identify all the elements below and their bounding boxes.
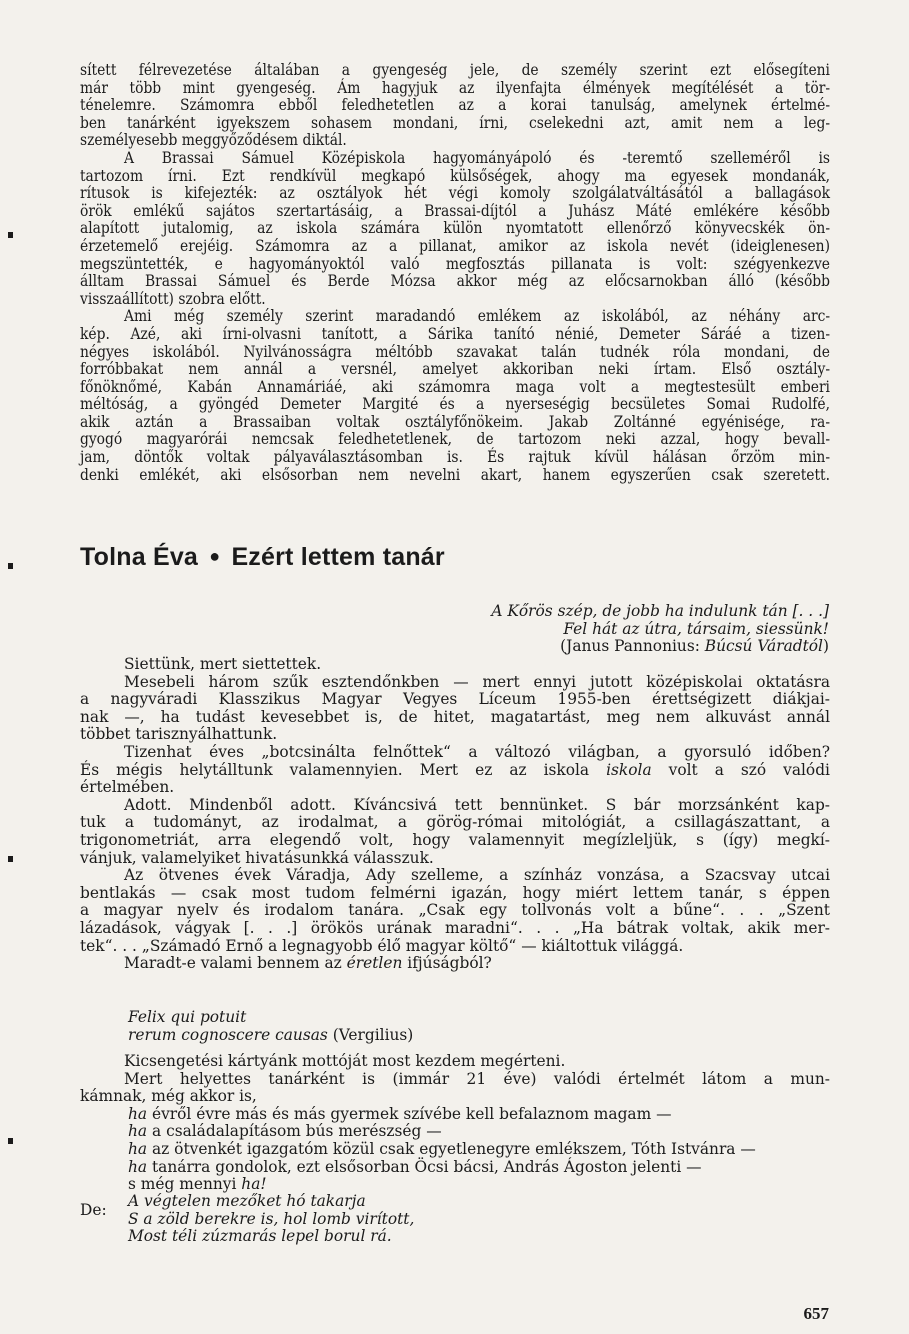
paragraph: [80, 62, 830, 150]
epigraph-source-title: Búcsú Váradtól: [704, 637, 823, 656]
epigraph-line: Fel hát az útra, társaim, siessünk!: [563, 619, 829, 638]
text-line: a nagyváradi Klasszikus Magyar Vegyes Líceum 1955-ben érettségizett diákjai-: [80, 690, 830, 709]
text-span: És mégis helytálltunk valamennyien. Mert ez az iskola: [80, 760, 590, 779]
text-line: [80, 762, 830, 780]
article-body: [80, 656, 830, 973]
quote-line: Felix qui potuit: [128, 1008, 247, 1026]
text-line: A Brassai Sámuel Középiskola hagyományápoló és -teremtő szelleméről is: [124, 148, 830, 167]
text-line: személyesebb meggyőződésem diktál.: [80, 131, 347, 150]
paragraph: [80, 308, 830, 484]
text-span: a családalapításom bús merészség —: [152, 1122, 442, 1141]
quote-text: rerum cognoscere causas: [128, 1025, 328, 1044]
text-line: trigonometriát, arra elegendő volt, hogy valamennyit megízleljük, s (így) megkí-: [80, 830, 830, 849]
text-line: méltóság, a gyöngéd Demeter Margité és a nyerseségig becsületes Somai Rudolfé,: [80, 395, 830, 414]
epigraph: [469, 603, 829, 656]
page-number: 657: [803, 1304, 829, 1323]
text-line: De:: [80, 1200, 107, 1219]
emphasis: iskola: [606, 760, 652, 779]
text-span: Maradt-e valami bennem az: [124, 954, 342, 973]
emphasis: éretlen: [346, 954, 403, 973]
text-line: megszüntették, e hagyományoktól való megfosztás pillanata is volt: szégyenkezve: [80, 254, 830, 273]
text-line: [80, 1141, 830, 1159]
emphasis: ha: [128, 1122, 148, 1141]
text-line: Mesebeli három szűk esztendőnkben — mert ennyi jutott középiskolai oktatásra: [124, 672, 830, 691]
text-line: Az ötvenes évek Váradja, Ady szelleme, a színház vonzása, a Szacsvay utcai: [124, 866, 830, 885]
text-line: alapított jutalomig, az iskola számára külön nyomtatott ellenőrző könyvecskék ön-: [80, 219, 830, 238]
margin-mark: [8, 563, 13, 569]
text-line: rítusok is kifejezték: az osztályok hét végi komoly szolgálatváltásától a ballagások: [80, 184, 830, 203]
text-line: [80, 1106, 830, 1124]
text-line: tek“. . . „Számadó Ernő a legnagyobb élő magyar költő“ — kiáltottuk világgá.: [80, 936, 684, 955]
quote-source: (Vergilius): [327, 1025, 414, 1044]
text-span: tanárra gondolok, ezt elsősorban Öcsi bácsi, András Ágoston jelenti —: [152, 1157, 702, 1176]
emphasis: ha: [128, 1139, 148, 1158]
text-line: nak —, ha tudást kevesebbet is, de hitet, magatartást, meg nem alkuvást annál: [80, 707, 830, 726]
text-line: örök emlékű sajátos szertartásáig, a Brassai-díjtól a Juhász Máté emlékére később: [80, 201, 830, 220]
text-line: már több mint gyengeség. Ám hagyjuk az ilyenfajta élmények megítélését a tör-: [80, 78, 830, 97]
text-line: többet tarisznyálhattunk.: [80, 725, 278, 744]
text-span: ifjúságból?: [407, 954, 492, 973]
text-line: [80, 955, 830, 973]
text-line: sített félrevezetése általában a gyengeség jele, de személy szerint ezt elősegíteni: [80, 61, 830, 79]
preceding-article-text: [80, 62, 830, 484]
text-line: kámnak, még akkor is,: [80, 1087, 257, 1106]
poem-line: S a zöld berekre is, hol lomb virított,: [128, 1209, 415, 1228]
text-span: az ötvenkét igazgatóm közül csak egyetlenegyre emlékszem, Tóth Istvánra —: [152, 1139, 756, 1158]
text-line: jam, döntők voltak pályaválasztásomban is. És rajtuk kívül hálásan őrzöm min-: [80, 448, 830, 467]
text-line: Mert helyettes tanárként is (immár 21 éve) valódi értelmét látom a mun-: [124, 1069, 830, 1088]
text-line: ténelemre. Számomra ebből feledhetetlen az a korai tanulság, amelynek értelmé-: [80, 96, 830, 115]
article-author: Tolna Éva: [80, 543, 199, 571]
text-line: érzetemelő erejéig. Számomra az a pillanat, amikor az iskola nevét (ideiglenesen): [80, 236, 830, 255]
text-line: Tizenhat éves „botcsinálta felnőttek“ a változó világban, a gyorsuló időben?: [124, 742, 830, 761]
text-line: forróbbakat nem annál a versnél, amelyet akkoriban neki írtam. Első osztály-: [80, 360, 830, 379]
epigraph-line: A Kőrös szép, de jobb ha indulunk tán [. . .]: [491, 602, 829, 620]
text-line: a magyar nyelv és irodalom tanára. „Csak egy tollvonás volt a bűne“. . . „Szent: [80, 901, 830, 920]
bullet-separator: ●: [209, 546, 221, 566]
text-line: négyes iskolából. Nyilvánosságra méltóbb szavakat talán tudnék róla mondani, de: [80, 342, 830, 361]
text-line: Kicsengetési kártyánk mottóját most kezdem megérteni.: [124, 1052, 566, 1070]
text-line: bentlakás — csak most tudom felmérni igazán, hogy miért lettem tanár, s éppen: [80, 883, 830, 902]
article-heading: [80, 543, 445, 572]
closing-poem: [80, 1193, 830, 1246]
latin-quote: [80, 1009, 830, 1044]
text-line: kép. Azé, aki írni-olvasni tanított, a Sárika tanító nénié, Demeter Sáráé a tizen-: [80, 324, 830, 343]
text-line: tartozom írni. Ezt rendkívül megkapó külsőségek, ahogy ma egyesek mondanák,: [80, 166, 830, 185]
text-line: vánjuk, valamelyiket hivatásunkká válasszuk.: [80, 848, 434, 867]
text-span: s még mennyi: [128, 1175, 237, 1194]
text-line: gyogó magyarórái nemcsak feledhetetlenek, de tartozom neki azzal, hogy bevall-: [80, 430, 830, 449]
margin-mark: [8, 232, 13, 238]
poem-line: A végtelen mezőket hó takarja: [128, 1192, 366, 1210]
text-line: lázadások, vágyak [. . .] örökös urának maradni“. . . „Ha bátrak voltak, akik mer-: [80, 918, 830, 937]
article-title: Ezért lettem tanár: [231, 543, 445, 571]
text-line: Ami még személy szerint maradandó emlékem az iskolából, az néhány arc-: [124, 307, 830, 326]
emphasis: ha: [128, 1104, 148, 1123]
text-span: évről évre más és más gyermek szívébe kell befalaznom magam —: [152, 1104, 672, 1123]
text-line: denki emlékét, aki elsősorban nem nevelni akart, hanem egyszerűen csak szeretett.: [80, 465, 830, 484]
text-line: visszaállított) szobra előtt.: [80, 289, 266, 308]
text-span: volt a szó valódi: [668, 760, 830, 779]
text-line: akik aztán a Brassaiban voltak osztályfőnökeim. Jakab Zoltánné egyénisége, ra-: [80, 412, 830, 431]
epigraph-source: [469, 638, 829, 656]
quote-line: [80, 1027, 830, 1045]
text-line: értelmében.: [80, 778, 175, 797]
margin-mark: [8, 1138, 13, 1144]
paragraph: [80, 150, 830, 308]
emphasis: ha: [128, 1157, 148, 1176]
text-line: [80, 1159, 830, 1177]
text-line: Adott. Mindenből adott. Kíváncsivá tett bennünket. S bár morzsánként kap-: [124, 795, 830, 814]
text-line: álltam Brassai Sámuel és Berde Mózsa akkor még az előcsarnokban álló (később: [80, 272, 830, 291]
margin-mark: [8, 856, 13, 862]
epigraph-source-author: (Janus Pannonius:: [560, 637, 705, 656]
text-line: ben tanárként igyekszem sohasem mondani, írni, cselekedni azt, amit nem a leg-: [80, 113, 830, 132]
epigraph-source-close: ): [822, 637, 829, 656]
text-line: Siettünk, mert siettettek.: [124, 655, 322, 673]
text-line: tuk a tudományt, az irodalmat, a görög-római mitológiát, a csillagászattant, a: [80, 813, 830, 832]
emphasis: ha!: [241, 1175, 267, 1194]
text-line: [80, 1123, 830, 1141]
text-line: főnöknőmé, Kabán Annamáriáé, aki számomra maga volt a megtestesült emberi: [80, 377, 830, 396]
poem-line: Most téli zúzmarás lepel borul rá.: [128, 1227, 392, 1246]
